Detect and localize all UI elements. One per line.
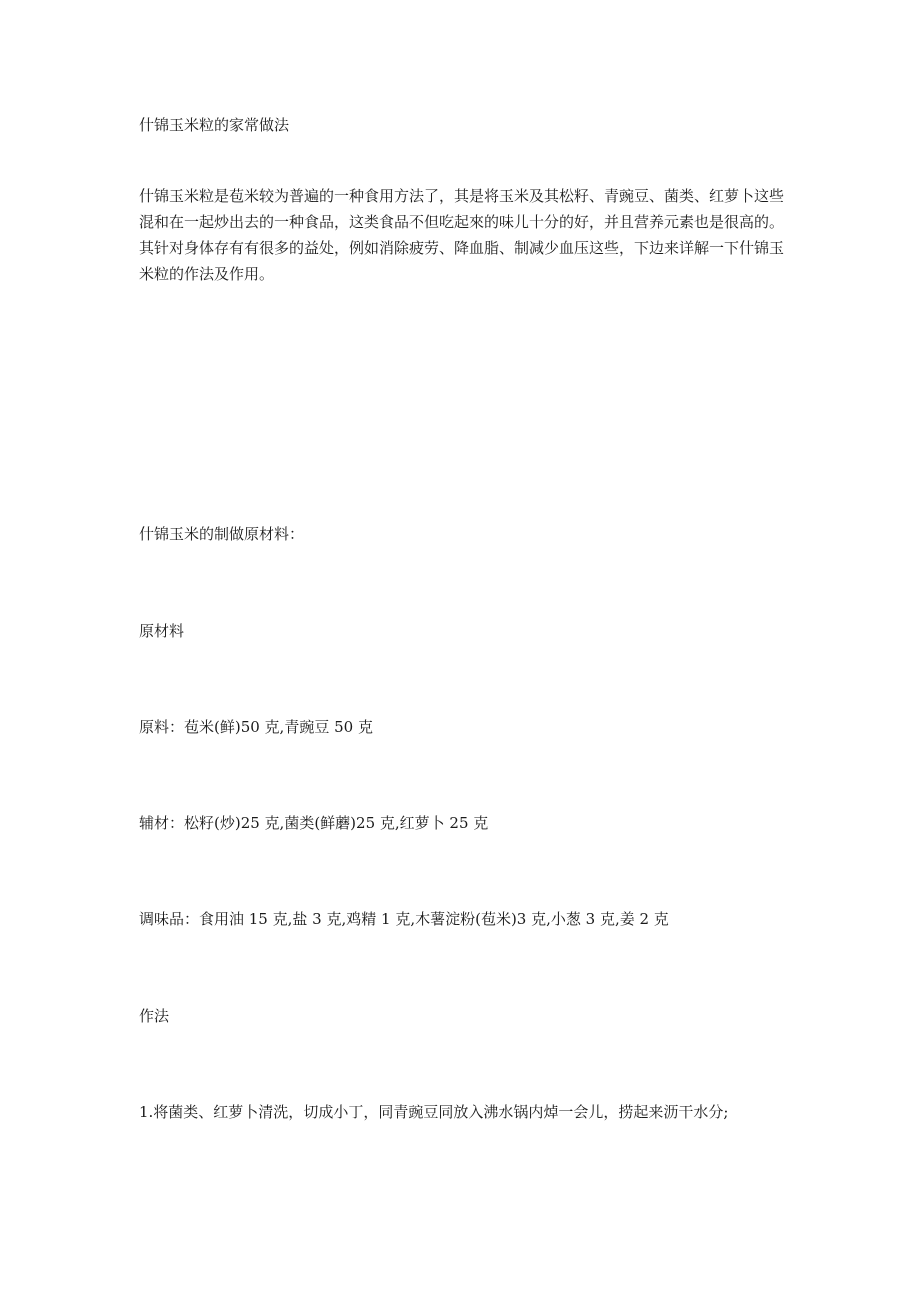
step-1: 1.将菌类、红萝卜清洗，切成小丁，同青豌豆同放入沸水锅内焯一会儿，捞起来沥干水分; — [139, 1103, 729, 1121]
intro-paragraph: 什锦玉米粒是苞米较为普遍的一种食用方法了，其是将玉米及其松籽、青豌豆、菌类、红萝卜这些混和在一起炒出去的一种食品，这类食品不但吃起來的味儿十分的好，并且营养元素也是很高的。其针对身体存有有很多的益处，例如消除疲劳、降血脂、制减少血压这些，下边来详解一下什锦玉米粒的作法及作用。 — [139, 187, 785, 283]
materials-heading: 原材料 — [139, 622, 185, 640]
seasoning-line: 调味品：食用油 15 克,盐 3 克,鸡精 1 克,木薯淀粉(苞米)3 克,小葱 3 克,姜 2 克 — [139, 910, 669, 928]
document-title: 什锦玉米粒的家常做法 — [139, 116, 290, 134]
auxiliary-line: 辅材：松籽(炒)25 克,菌类(鲜蘑)25 克,红萝卜 25 克 — [139, 814, 489, 832]
main-ingredients-line: 原料：苞米(鲜)50 克,青豌豆 50 克 — [139, 718, 373, 736]
ingredients-heading: 什锦玉米的制做原材料： — [139, 525, 305, 543]
method-heading: 作法 — [139, 1007, 170, 1025]
